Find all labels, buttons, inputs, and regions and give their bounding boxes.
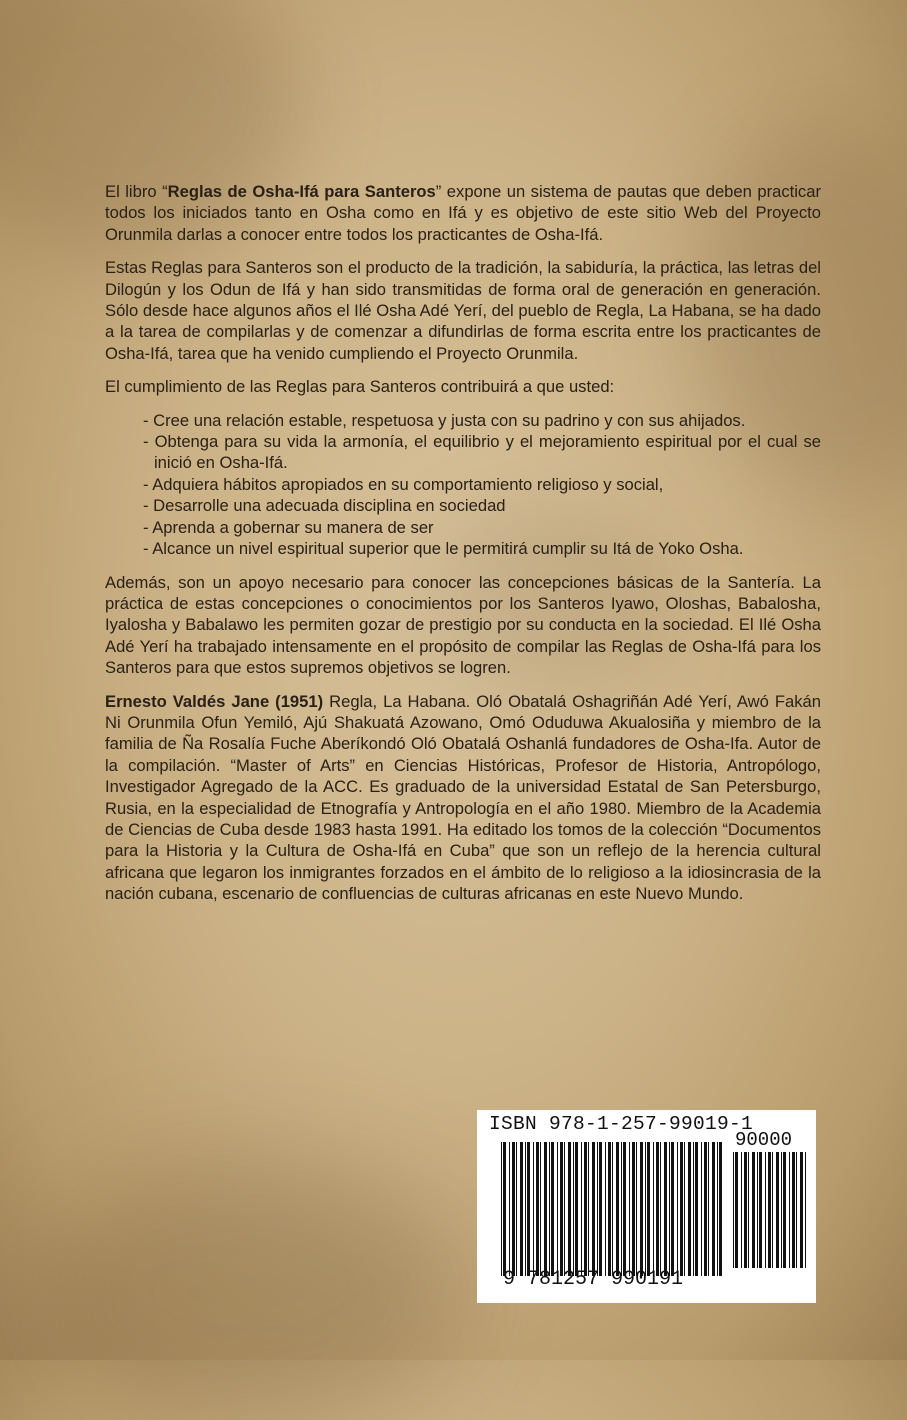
barcode-bar xyxy=(581,1142,582,1276)
barcode-bar xyxy=(527,1142,530,1276)
list-item: - Adquiera hábitos apropiados en su comportamiento religioso y social, xyxy=(143,474,664,494)
barcode-bar xyxy=(704,1142,707,1276)
barcode-bar xyxy=(533,1142,534,1276)
barcode-bar xyxy=(693,1142,694,1276)
list-item: - Aprenda a gobernar su manera de ser xyxy=(143,517,434,537)
barcode-bar xyxy=(621,1142,622,1276)
author-name: Ernesto Valdés Jane (1951) xyxy=(105,691,324,711)
barcode-bar xyxy=(717,1142,718,1276)
isbn-label: ISBN 978-1-257-99019-1 xyxy=(489,1113,754,1135)
barcode-bar xyxy=(512,1142,515,1276)
barcode-bar xyxy=(536,1142,539,1276)
barcode-bar xyxy=(629,1142,630,1276)
barcode-bar xyxy=(765,1152,766,1268)
barcode-bar xyxy=(735,1152,738,1268)
barcode-bar xyxy=(647,1142,650,1276)
barcode-bar xyxy=(612,1142,613,1276)
barcode-bar xyxy=(540,1142,541,1276)
barcode-bar xyxy=(656,1142,659,1276)
barcode-bar xyxy=(669,1142,670,1276)
barcode-bar xyxy=(636,1142,637,1276)
barcode-bar xyxy=(664,1142,667,1276)
intro-paragraph: El libro “Reglas de Osha-Ifá para Santeros” expone un sistema de pautas que deben practicar todos los iniciados tanto en Osha como en Ifá y es objetivo de este sitio Web del Proyecto Orunmila darlas a conocer entre todos los practicantes de Osha-Ifá. xyxy=(105,182,821,244)
book-title: Reglas de Osha-Ifá para Santeros xyxy=(167,182,436,201)
barcode-bar xyxy=(588,1142,589,1276)
benefits-intro: El cumplimiento de las Reglas para Santeros contribuirá a que usted: xyxy=(105,377,615,397)
barcode-bar xyxy=(695,1142,698,1276)
barcode-bar xyxy=(653,1142,654,1276)
barcode-bar xyxy=(560,1142,563,1276)
barcode-bar xyxy=(768,1152,771,1268)
barcode-bar xyxy=(792,1152,795,1268)
barcode-bar xyxy=(688,1142,691,1276)
support-paragraph: Además, son un apoyo necesario para conocer las concepciones básicas de la Santería. La práctica de estas concepciones o conocimientos por los Santeros Iyawo, Oloshas, Babalosha, Iyalosha y Babalawo les permiten gozar de prestigio por su conducta en la sociedad. El Ilé Osha Adé Yerí ha trabajado intensamente en el propósito de compilar las Reglas de Osha-Ifá para los Santeros para que estos supremos objetivos se logren. xyxy=(105,572,821,678)
barcode-bar xyxy=(608,1142,611,1276)
barcode-bar xyxy=(671,1142,674,1276)
barcode-bar xyxy=(744,1152,747,1268)
barcode-bar xyxy=(520,1142,523,1276)
barcode-bar xyxy=(776,1152,779,1268)
barcode-bar xyxy=(708,1142,709,1276)
barcode-bar xyxy=(772,1152,773,1268)
list-item: - Cree una relación estable, respetuosa y justa con su padrino y con sus ahijados. xyxy=(143,410,746,430)
barcode-bar xyxy=(757,1152,758,1268)
barcode-bar xyxy=(733,1152,734,1268)
tradition-paragraph: Estas Reglas para Santeros son el producto de la tradición, la sabiduría, la práctica, las letras del Dilogún y los Odun de Ifá y han sido transmitidas de forma oral de generación en generación. Sólo desde hace algunos años el Ilé Osha Adé Yerí, del pueblo de Regla, La Habana, se ha dado a la tarea de compilarlas y de comenzar a difundirlas de forma escrita entre los practicantes de Osha-Ifá, tarea que ha venido cumpliendo el Proyecto Orunmila. xyxy=(105,258,821,363)
paper-stain xyxy=(40,1160,460,1420)
barcode-bar xyxy=(557,1142,558,1276)
barcode-bar xyxy=(645,1142,646,1276)
barcode-bar xyxy=(789,1152,790,1268)
barcode-bar xyxy=(632,1142,635,1276)
barcode-bar xyxy=(592,1142,595,1276)
barcode-bar xyxy=(660,1142,661,1276)
barcode-bar xyxy=(680,1142,683,1276)
barcode-bar xyxy=(701,1142,702,1276)
barcode-bar xyxy=(501,1142,502,1276)
isbn-barcode xyxy=(477,1110,816,1303)
barcode-bar xyxy=(759,1152,762,1268)
ean-digits: 9 781257 990191 xyxy=(503,1268,684,1291)
barcode-bar xyxy=(584,1142,587,1276)
barcode-bar xyxy=(525,1142,526,1276)
author-bio: Ernesto Valdés Jane (1951) Regla, La Habana. Oló Obatalá Oshagriñán Adé Yerí, Awó Fakán Ni Orunmila Ofun Yemiló, Ajú Shakuatá Azowano, Omó Oduduwa Akualosiña y miembro de la familia de Ña Rosalía Fuche Aberíkondó Oló Obatalá Oshanlá fundadores de Osha-Ifa. Autor de la compilación. “Master of Arts” en Ciencias Históricas, Profesor de Historia, Antropólogo, Investigador Agregado de la ACC. Es graduado de la universidad Estatal de San Petersburgo, Rusia, en la especialidad de Etnografía y Antropología en el año 1980. Miembro de la Academia de Ciencias de Cuba desde 1983 hasta 1991. Ha editado los tomos de la colección “Documentos para la Historia y la Cultura de Osha-Ifá en Cuba” que son un reflejo de la herencia cultural africana que legaron los inmigrantes forzados en el ámbito de lo religioso a la idiosincrasia de la nación cubana, escenario de confluencias de culturas africanas en este Nuevo Mundo. xyxy=(105,691,821,904)
barcode-bar xyxy=(503,1142,506,1276)
list-item: - Desarrolle una adecuada disciplina en sociedad xyxy=(143,496,506,516)
barcode-bar xyxy=(551,1142,554,1276)
barcode-bar xyxy=(752,1152,755,1268)
barcode-bar xyxy=(568,1142,571,1276)
benefits-list xyxy=(105,410,821,560)
barcode-bar xyxy=(748,1152,749,1268)
barcode-bar xyxy=(796,1152,797,1268)
barcode-bar xyxy=(623,1142,626,1276)
list-item: - Alcance un nivel espiritual superior que le permitirá cumplir su Itá de Yoko Osha. xyxy=(143,539,744,559)
barcode-bar xyxy=(800,1152,803,1268)
barcode-bar xyxy=(616,1142,619,1276)
back-cover-text xyxy=(105,181,821,917)
barcode-bar xyxy=(712,1142,715,1276)
list-item: - Obtenga para su vida la armonía, el equilibrio y el mejoramiento espiritual por el cual se inició en Osha-Ifá. xyxy=(143,432,821,473)
barcode-bar xyxy=(549,1142,550,1276)
barcode-bar xyxy=(719,1142,722,1276)
barcode-bar xyxy=(677,1142,678,1276)
barcode-bar xyxy=(741,1152,742,1268)
barcode-bar xyxy=(573,1142,574,1276)
barcode-bar xyxy=(640,1142,643,1276)
barcode-bar xyxy=(805,1152,806,1268)
barcode-bar xyxy=(516,1142,517,1276)
barcode-bar xyxy=(509,1142,510,1276)
barcode-bar xyxy=(783,1152,786,1268)
barcode-bar xyxy=(605,1142,606,1276)
barcode-bar xyxy=(564,1142,565,1276)
price-code: 90000 xyxy=(735,1129,793,1151)
barcode-bar xyxy=(575,1142,578,1276)
barcode-bar xyxy=(684,1142,685,1276)
barcode-bar xyxy=(599,1142,602,1276)
barcode-bar xyxy=(597,1142,598,1276)
barcode-bar xyxy=(544,1142,547,1276)
barcode-bar xyxy=(781,1152,782,1268)
